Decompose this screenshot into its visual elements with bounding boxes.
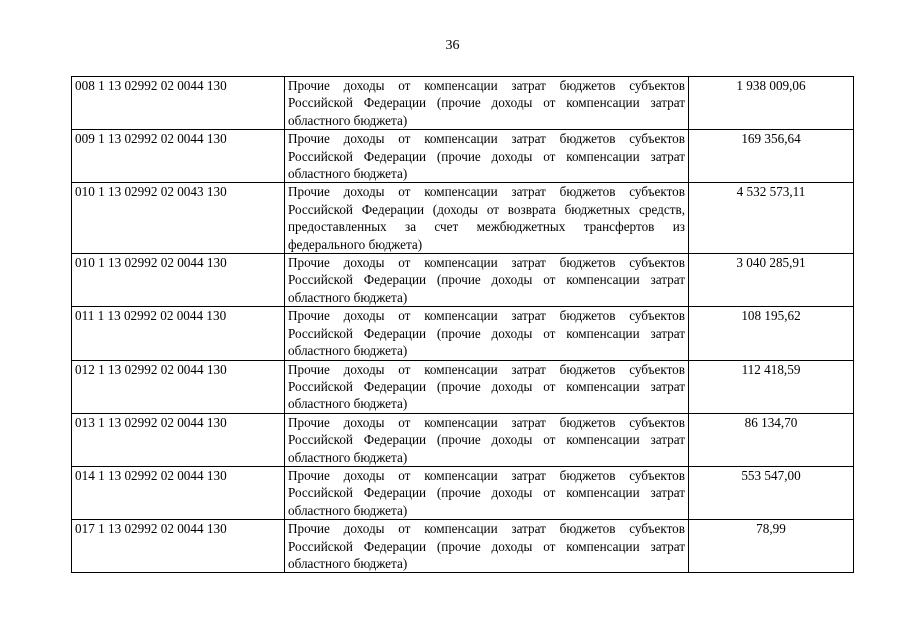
revenue-amount-cell: 4 532 573,11 xyxy=(689,183,854,254)
revenue-code-cell: 012 1 13 02992 02 0044 130 xyxy=(72,360,285,413)
revenue-code-cell: 008 1 13 02992 02 0044 130 xyxy=(72,77,285,130)
table-row xyxy=(72,360,854,413)
revenue-description-cell: Прочие доходы от компенсации затрат бюджетов субъектов Российской Федерации (прочие доходы от компенсации затрат областного бюджета) xyxy=(285,254,689,307)
page-number: 36 xyxy=(445,38,460,53)
revenue-code-cell: 009 1 13 02992 02 0044 130 xyxy=(72,130,285,183)
revenue-amount-cell: 112 418,59 xyxy=(689,360,854,413)
table-row xyxy=(72,520,854,573)
table-row xyxy=(72,77,854,130)
revenue-amount-cell: 1 938 009,06 xyxy=(689,77,854,130)
revenue-description-cell: Прочие доходы от компенсации затрат бюджетов субъектов Российской Федерации (прочие доходы от компенсации затрат областного бюджета) xyxy=(285,466,689,519)
revenue-code-cell: 010 1 13 02992 02 0043 130 xyxy=(72,183,285,254)
revenue-description-cell: Прочие доходы от компенсации затрат бюджетов субъектов Российской Федерации (прочие доходы от компенсации затрат областного бюджета) xyxy=(285,130,689,183)
revenue-code-cell: 017 1 13 02992 02 0044 130 xyxy=(72,520,285,573)
table-row xyxy=(72,130,854,183)
revenue-amount-cell: 86 134,70 xyxy=(689,413,854,466)
revenue-description-cell: Прочие доходы от компенсации затрат бюджетов субъектов Российской Федерации (прочие доходы от компенсации затрат областного бюджета) xyxy=(285,307,689,360)
table-row xyxy=(72,466,854,519)
table-row xyxy=(72,254,854,307)
revenue-amount-cell: 108 195,62 xyxy=(689,307,854,360)
revenue-code-cell: 014 1 13 02992 02 0044 130 xyxy=(72,466,285,519)
revenue-description-cell: Прочие доходы от компенсации затрат бюджетов субъектов Российской Федерации (прочие доходы от компенсации затрат областного бюджета) xyxy=(285,77,689,130)
revenue-code-cell: 011 1 13 02992 02 0044 130 xyxy=(72,307,285,360)
revenue-amount-cell: 3 040 285,91 xyxy=(689,254,854,307)
revenue-description-cell: Прочие доходы от компенсации затрат бюджетов субъектов Российской Федерации (прочие доходы от компенсации затрат областного бюджета) xyxy=(285,360,689,413)
budget-revenue-table xyxy=(71,76,854,573)
table-row xyxy=(72,413,854,466)
revenue-description-cell: Прочие доходы от компенсации затрат бюджетов субъектов Российской Федерации (прочие доходы от компенсации затрат областного бюджета) xyxy=(285,520,689,573)
table-row xyxy=(72,307,854,360)
revenue-amount-cell: 78,99 xyxy=(689,520,854,573)
revenue-code-cell: 010 1 13 02992 02 0044 130 xyxy=(72,254,285,307)
table-row xyxy=(72,183,854,254)
revenue-amount-cell: 169 356,64 xyxy=(689,130,854,183)
revenue-code-cell: 013 1 13 02992 02 0044 130 xyxy=(72,413,285,466)
revenue-amount-cell: 553 547,00 xyxy=(689,466,854,519)
revenue-description-cell: Прочие доходы от компенсации затрат бюджетов субъектов Российской Федерации (прочие доходы от компенсации затрат областного бюджета) xyxy=(285,413,689,466)
revenue-description-cell: Прочие доходы от компенсации затрат бюджетов субъектов Российской Федерации (доходы от возврата бюджетных средств, предоставленных за счет межбюджетных трансфертов из федерального бюджета) xyxy=(285,183,689,254)
